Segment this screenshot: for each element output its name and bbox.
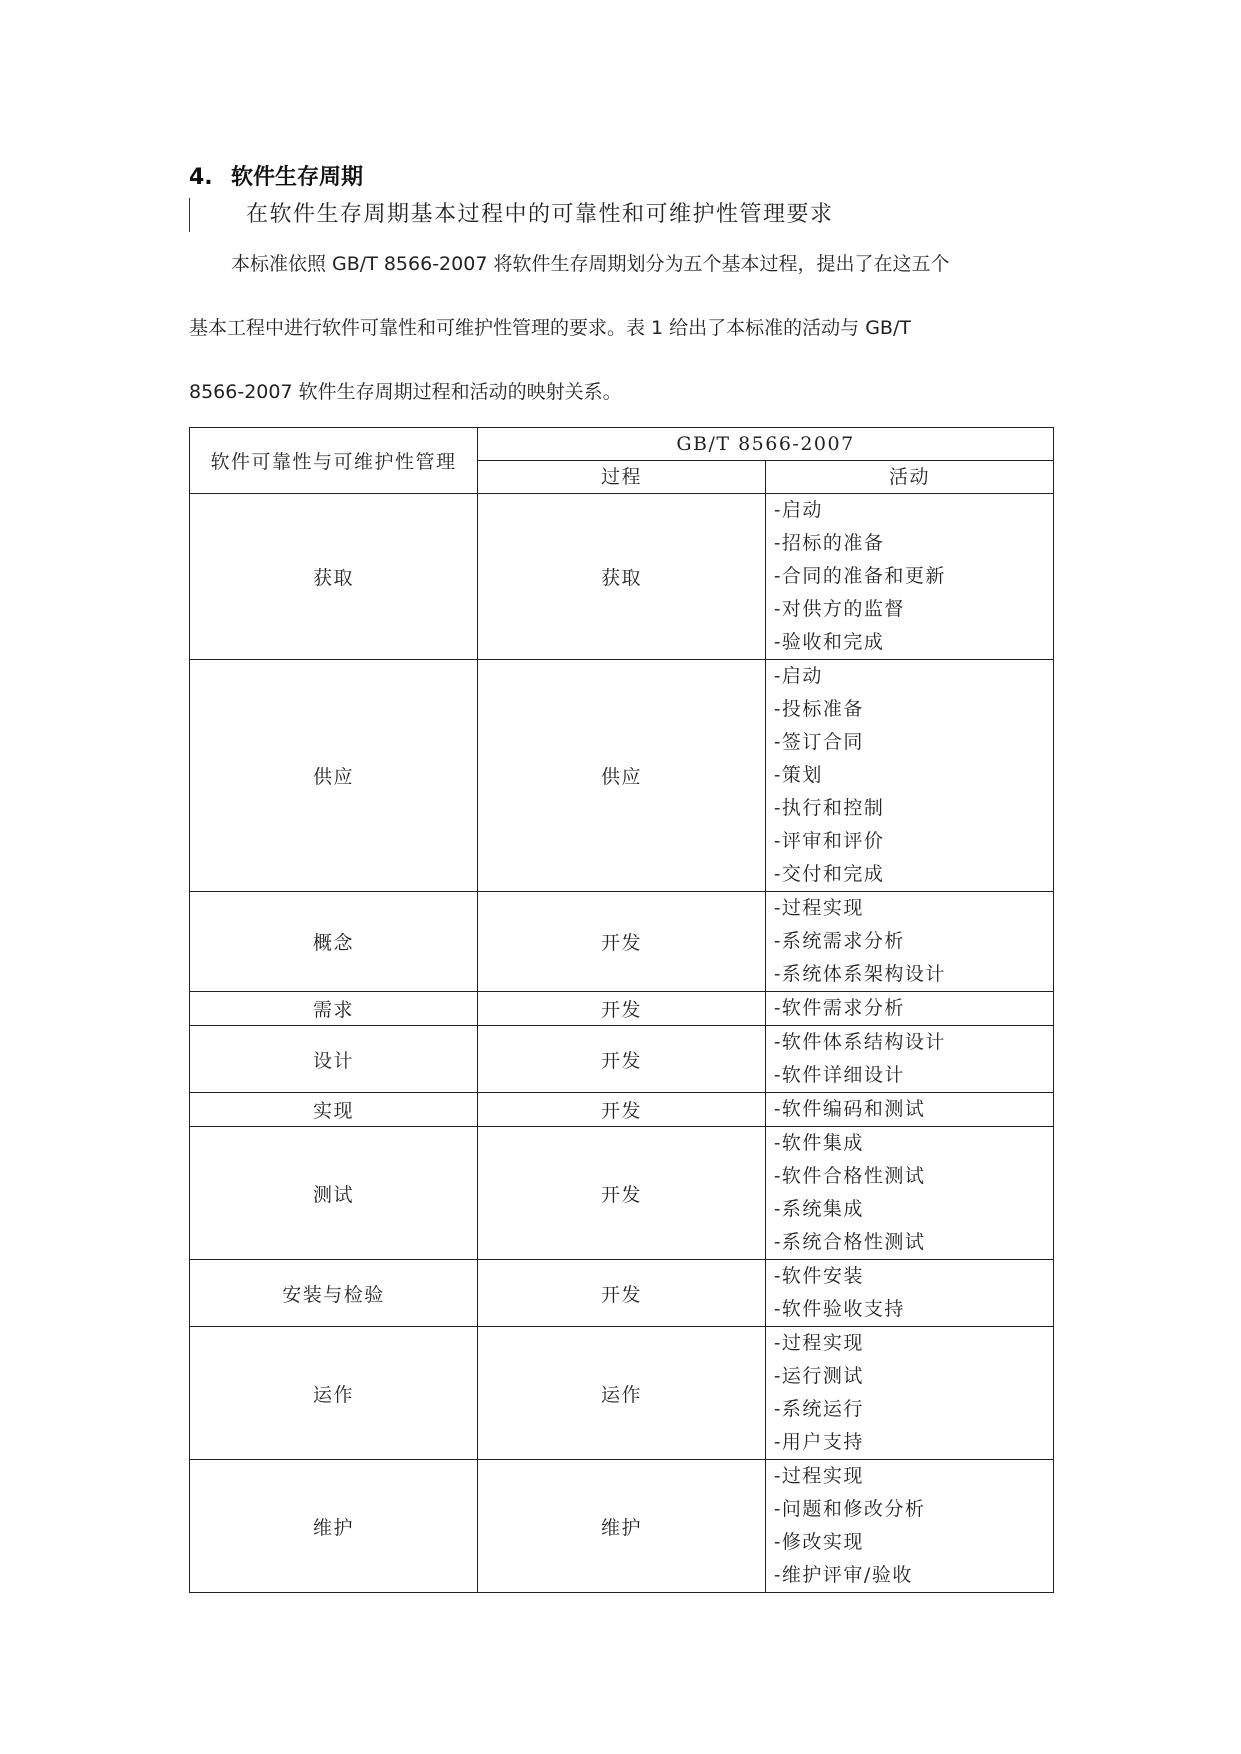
mgmt-cell: [190, 1260, 478, 1327]
activity-cell: [766, 1093, 1054, 1127]
activity-item: -系统体系架构设计: [774, 963, 946, 985]
mgmt-cell: [190, 892, 478, 992]
activity-item: -软件体系结构设计: [774, 1031, 946, 1053]
process-cell: [478, 1327, 766, 1460]
activity-item: -软件安装: [774, 1265, 864, 1287]
mgmt-label: 运作: [312, 1383, 354, 1406]
activity-cell: [766, 1327, 1054, 1460]
activity-cell: [766, 1127, 1054, 1260]
header-group-cell: [478, 428, 1054, 461]
process-cell: [478, 494, 766, 660]
mgmt-label: 供应: [312, 766, 354, 788]
process-label: 开发: [600, 1183, 642, 1206]
activity-item: -执行和控制: [774, 797, 885, 819]
activity-cell: [766, 494, 1054, 660]
activity-item: -软件集成: [774, 1132, 864, 1154]
process-label: 运作: [600, 1383, 642, 1406]
activity-item: -维护评审/验收: [774, 1564, 913, 1586]
activity-item: -软件合格性测试: [774, 1165, 926, 1187]
mgmt-label: 安装与检验: [282, 1283, 385, 1306]
process-cell: [478, 1026, 766, 1093]
activity-item: -修改实现: [774, 1531, 864, 1553]
table-row: [190, 1026, 1054, 1093]
process-label: 开发: [600, 932, 642, 954]
section-heading: [189, 160, 363, 191]
mgmt-cell: [190, 494, 478, 660]
process-label: 获取: [600, 567, 642, 589]
paragraph-line-1: 本标准依照 GB/T 8566-2007 将软件生存周期划分为五个基本过程，提出了在这五个: [231, 253, 950, 275]
activity-item: -交付和完成: [774, 863, 885, 885]
section-title: 软件生存周期: [231, 165, 364, 190]
header-process-cell: [478, 461, 766, 494]
activity-item: -签订合同: [774, 731, 864, 753]
activity-item: -软件需求分析: [774, 997, 905, 1019]
activity-item: -系统运行: [774, 1398, 864, 1420]
process-label: 开发: [600, 1049, 642, 1072]
mgmt-label: 获取: [312, 567, 354, 589]
process-label: 开发: [600, 1283, 642, 1306]
table-header-row: [190, 428, 1054, 461]
process-cell: [478, 1127, 766, 1260]
mgmt-label: 维护: [312, 1516, 354, 1539]
activity-item: -验收和完成: [774, 631, 885, 653]
process-cell: [478, 1460, 766, 1593]
mgmt-cell: [190, 992, 478, 1026]
process-label: 维护: [600, 1516, 642, 1539]
activity-item: -软件详细设计: [774, 1064, 905, 1086]
table-row: [190, 1260, 1054, 1327]
table-row: [190, 892, 1054, 992]
subsection-heading: 在软件生存周期基本过程中的可靠性和可维护性管理要求: [189, 198, 834, 232]
process-cell: [478, 660, 766, 892]
process-cell: [478, 1260, 766, 1327]
activity-item: -过程实现: [774, 1332, 864, 1354]
activity-item: -启动: [774, 665, 823, 687]
activity-cell: [766, 660, 1054, 892]
paragraph-line-3: 8566-2007 软件生存周期过程和活动的映射关系。: [189, 381, 622, 403]
table-row: [190, 1327, 1054, 1460]
process-cell: [478, 992, 766, 1026]
header-activity-cell: [766, 461, 1054, 494]
mgmt-cell: [190, 1026, 478, 1093]
process-cell: [478, 1093, 766, 1127]
table-row: [190, 1127, 1054, 1260]
process-cell: [478, 892, 766, 992]
process-label: 供应: [600, 766, 642, 788]
activity-cell: [766, 892, 1054, 992]
activity-cell: [766, 992, 1054, 1026]
activity-item: -系统合格性测试: [774, 1231, 926, 1253]
mgmt-cell: [190, 1460, 478, 1593]
activity-item: -合同的准备和更新: [774, 565, 946, 587]
mgmt-label: 需求: [312, 999, 354, 1021]
mgmt-cell: [190, 660, 478, 892]
activity-item: -运行测试: [774, 1365, 864, 1387]
mgmt-label: 设计: [312, 1049, 354, 1072]
table-row: [190, 1460, 1054, 1593]
activity-item: -启动: [774, 499, 823, 521]
mgmt-cell: [190, 1327, 478, 1460]
activity-item: -招标的准备: [774, 532, 885, 554]
activity-item: -用户支持: [774, 1431, 864, 1453]
table-row: [190, 992, 1054, 1026]
mgmt-label: 测试: [312, 1183, 354, 1206]
header-process-label: 过程: [600, 466, 642, 488]
mgmt-label: 概念: [312, 932, 354, 954]
table-row: [190, 660, 1054, 892]
table-row: [190, 494, 1054, 660]
section-number: 4.: [189, 165, 213, 190]
activity-item: -系统需求分析: [774, 930, 905, 952]
mgmt-label: 实现: [312, 1100, 354, 1122]
activity-item: -评审和评价: [774, 830, 885, 852]
mgmt-cell: [190, 1093, 478, 1127]
activity-item: -过程实现: [774, 1465, 864, 1487]
table-row: [190, 1093, 1054, 1127]
activity-item: -系统集成: [774, 1198, 864, 1220]
activity-item: -问题和修改分析: [774, 1498, 926, 1520]
mgmt-cell: [190, 1127, 478, 1260]
activity-cell: [766, 1026, 1054, 1093]
activity-cell: [766, 1260, 1054, 1327]
process-label: 开发: [600, 1100, 642, 1122]
activity-item: -策划: [774, 764, 823, 786]
header-activity-label: 活动: [889, 466, 931, 488]
activity-item: -软件验收支持: [774, 1298, 905, 1320]
header-mgmt-cell: [190, 428, 478, 494]
header-group-label: GB/T 8566-2007: [676, 433, 855, 455]
activity-cell: [766, 1460, 1054, 1593]
mapping-table: [189, 427, 1054, 1593]
activity-item: -投标准备: [774, 698, 864, 720]
header-mgmt-label: 软件可靠性与可维护性管理: [210, 451, 457, 473]
activity-item: -过程实现: [774, 897, 864, 919]
paragraph-line-2: 基本工程中进行软件可靠性和可维护性管理的要求。表 1 给出了本标准的活动与 GB/T: [189, 317, 911, 339]
process-label: 开发: [600, 999, 642, 1021]
activity-item: -对供方的监督: [774, 598, 905, 620]
activity-item: -软件编码和测试: [774, 1098, 926, 1120]
